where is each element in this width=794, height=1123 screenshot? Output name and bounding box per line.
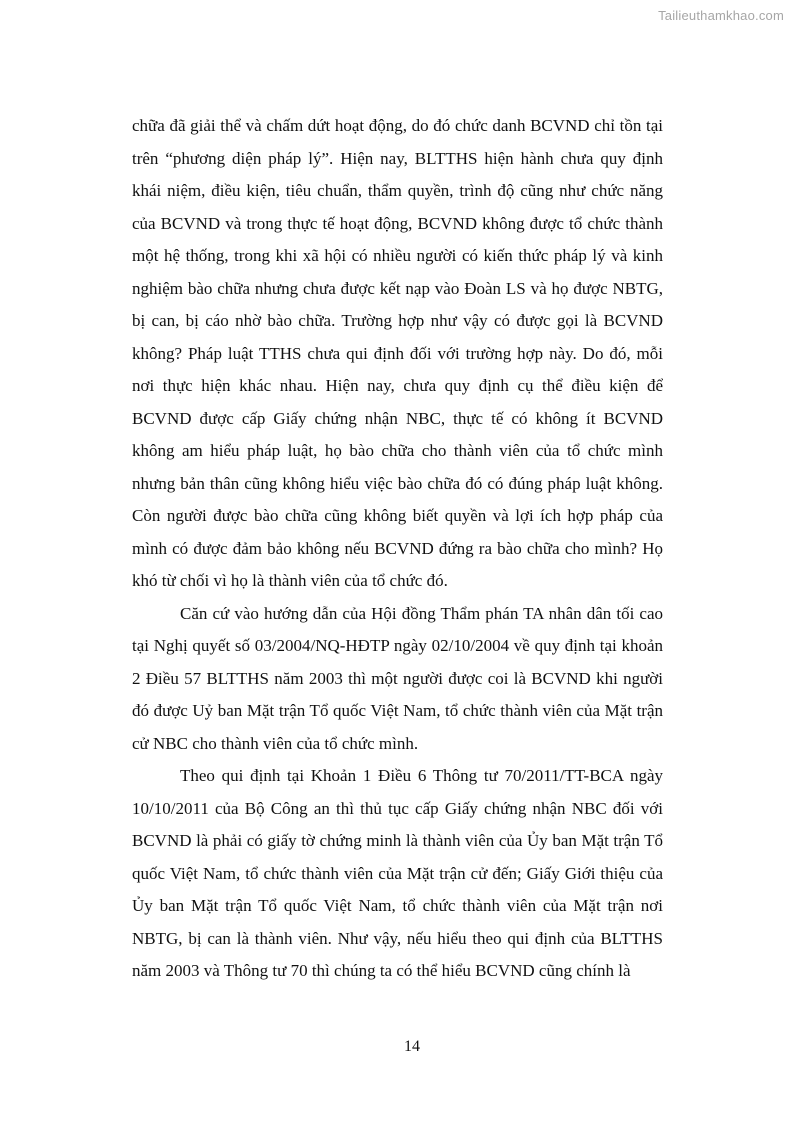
paragraph: chữa đã giải thể và chấm dứt hoạt động, do đó chức danh BCVND chỉ tồn tại trên “phương diện pháp lý”. Hiện nay, BLTTHS hiện hành chưa quy định khái niệm, điều kiện, tiêu chuẩn, thẩm quyền, trình độ cũng như chức năng của BCVND và trong thực tế hoạt động, BCVND không được tổ chức thành một hệ thống, trong khi xã hội có nhiều người có kiến thức pháp lý và kinh nghiệm bào chữa nhưng chưa được kết nạp vào Đoàn LS và họ được NBTG, bị can, bị cáo nhờ bào chữa. Trường hợp như vậy có được gọi là BCVND không? Pháp luật TTHS chưa qui định đối với trường hợp này. Do đó, mỗi nơi thực hiện khác nhau. Hiện nay, chưa quy định cụ thể điều kiện để BCVND được cấp Giấy chứng nhận NBC, thực tế có không ít BCVND không am hiểu pháp luật, họ bào chữa cho thành viên của tổ chức mình nhưng bản thân cũng không hiểu việc bào chữa đó có đúng pháp luật không. Còn người được bào chữa cũng không biết quyền và lợi ích hợp pháp của mình có được đảm bảo không nếu BCVND đứng ra bào chữa cho mình? Họ khó từ chối vì họ là thành viên của tổ chức đó. [132,116,663,590]
paragraph: Căn cứ vào hướng dẫn của Hội đồng Thẩm phán TA nhân dân tối cao tại Nghị quyết số 03/2004/NQ-HĐTP ngày 02/10/2004 về quy định tại khoản 2 Điều 57 BLTTHS năm 2003 thì một người được coi là BCVND khi người đó được Uỷ ban Mặt trận Tổ quốc Việt Nam, tổ chức thành viên của Mặt trận cử NBC cho thành viên của tổ chức mình. [132,603,663,753]
paragraph: Theo qui định tại Khoản 1 Điều 6 Thông tư 70/2011/TT-BCA ngày 10/10/2011 của Bộ Công an thì thủ tục cấp Giấy chứng nhận NBC đối với BCVND là phải có giấy tờ chứng minh là thành viên của Ủy ban Mặt trận Tổ quốc Việt Nam, tổ chức thành viên của Mặt trận cử đến; Giấy Giới thiệu của Ủy ban Mặt trận Tổ quốc Việt Nam, tổ chức thành viên của Mặt trận nơi NBTG, bị can là thành viên. Như vậy, nếu hiểu theo qui định của BLTTHS năm 2003 và Thông tư 70 thì chúng ta có thể hiểu BCVND cũng chính là [132,766,663,980]
document-body [132,110,663,988]
watermark-text: Tailieuthamkhao.com [658,8,784,23]
page-number: 14 [404,1038,420,1055]
